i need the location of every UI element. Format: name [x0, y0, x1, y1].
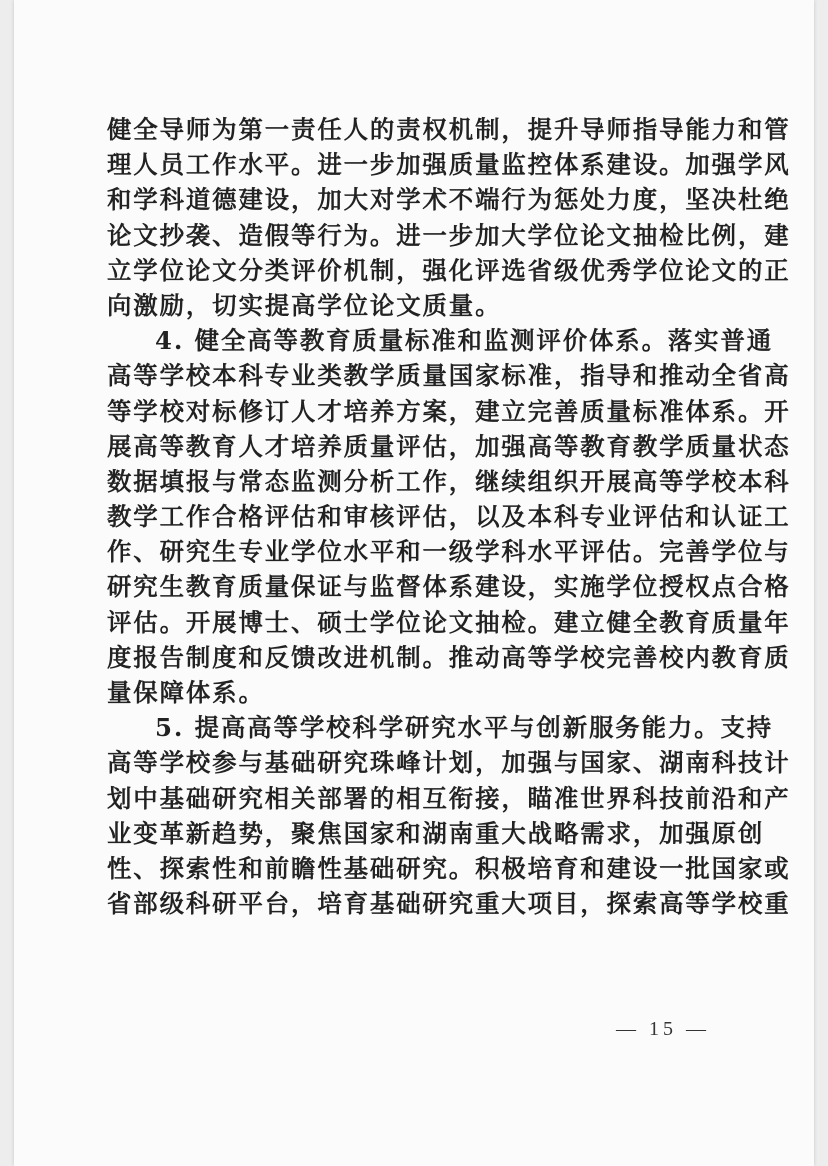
text-line: 向激励，切实提高学位论文质量。: [107, 290, 502, 320]
text-line: 度报告制度和反馈改进机制。推动高等学校完善校内教育质: [107, 642, 791, 672]
page-number: — 15 —: [616, 1018, 710, 1040]
text-line: 展高等教育人才培养质量评估，加强高等教育教学质量状态: [107, 431, 791, 461]
text-line: 评估。开展博士、硕士学位论文抽检。建立健全教育质量年: [107, 607, 791, 637]
text-line: 健全导师为第一责任人的责权机制，提升导师指导能力和管: [107, 115, 791, 144]
body-text: [107, 112, 791, 921]
text-line: 理人员工作水平。进一步加强质量监控体系建设。加强学风: [107, 150, 791, 180]
text-line: 高等学校本科专业类教学质量国家标准，指导和推动全省高: [107, 361, 791, 391]
text-line: 5. 提高高等学校科学研究水平与创新服务能力。支持: [155, 713, 774, 743]
text-line: 和学科道德建设，加大对学术不端行为惩处力度，坚决杜绝: [107, 185, 791, 215]
text-line: 4. 健全高等教育质量标准和监测评价体系。落实普通: [155, 326, 774, 356]
text-line: 划中基础研究相关部署的相互衔接，瞄准世界科技前沿和产: [107, 783, 791, 813]
text-line: 作、研究生专业学位水平和一级学科水平评估。完善学位与: [107, 537, 791, 567]
text-line: 数据填报与常态监测分析工作，继续组织开展高等学校本科: [107, 466, 791, 496]
text-line: 业变革新趋势，聚焦国家和湖南重大战略需求，加强原创: [107, 818, 765, 848]
document-page: [14, 0, 814, 1166]
text-line: 立学位论文分类评价机制，强化评选省级优秀学位论文的正: [107, 255, 791, 285]
text-line: 等学校对标修订人才培养方案，建立完善质量标准体系。开: [107, 396, 791, 426]
text-line: 量保障体系。: [107, 678, 265, 707]
text-line: 高等学校参与基础研究珠峰计划，加强与国家、湖南科技计: [107, 748, 791, 778]
text-line: 教学工作合格评估和审核评估，以及本科专业评估和认证工: [107, 502, 791, 532]
text-line: 研究生教育质量保证与监督体系建设，实施学位授权点合格: [107, 572, 791, 602]
text-line: 性、探索性和前瞻性基础研究。积极培育和建设一批国家或: [107, 853, 791, 883]
text-line: 论文抄袭、造假等行为。进一步加大学位论文抽检比例，建: [107, 220, 791, 250]
text-line: 省部级科研平台，培育基础研究重大项目，探索高等学校重: [107, 889, 791, 919]
